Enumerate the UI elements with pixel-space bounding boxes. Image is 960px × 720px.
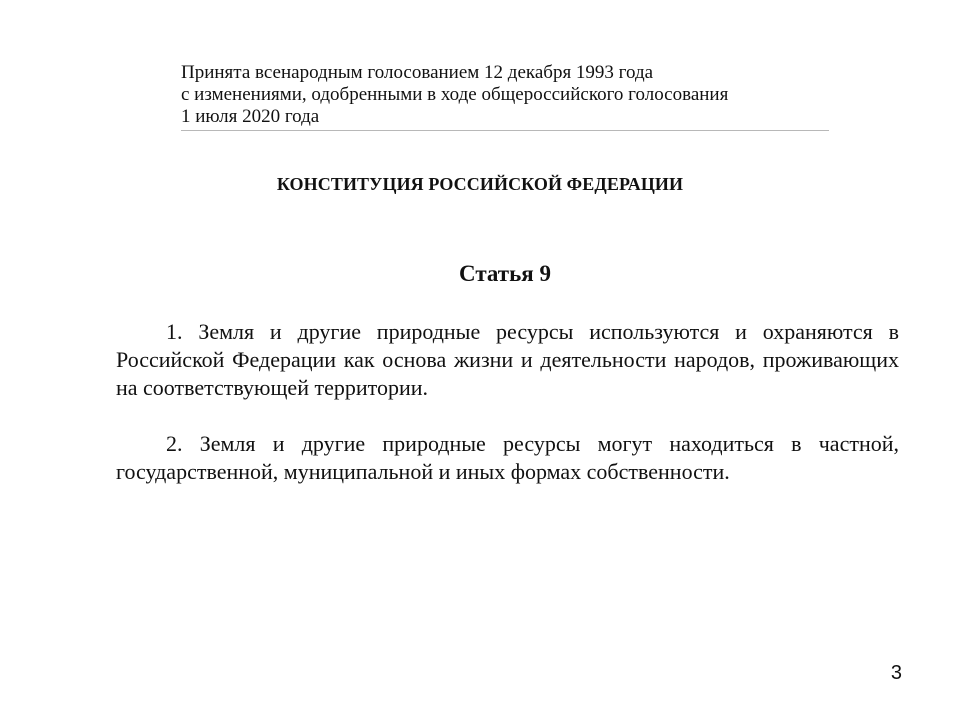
- article-body: [116, 318, 899, 514]
- article-heading: Статья 9: [459, 261, 551, 286]
- adoption-note-line: с изменениями, одобренными в ходе общероссийского голосования: [181, 84, 729, 105]
- article-paragraph: 1. Земля и другие природные ресурсы используются и охраняются в Российской Федерации как основа жизни и деятельности народов, проживающих на соответствующей территории.: [116, 319, 899, 400]
- page-number: 3: [890, 662, 902, 684]
- adoption-note-line: Принята всенародным голосованием 12 декабря 1993 года: [181, 62, 654, 83]
- article-paragraph: 2. Земля и другие природные ресурсы могут находиться в частной, государственной, муниципальной и иных формах собственности.: [116, 431, 899, 484]
- adoption-note-line: 1 июля 2020 года: [181, 106, 320, 127]
- document-title: КОНСТИТУЦИЯ РОССИЙСКОЙ ФЕДЕРАЦИИ: [276, 174, 684, 194]
- adoption-note: [181, 62, 829, 131]
